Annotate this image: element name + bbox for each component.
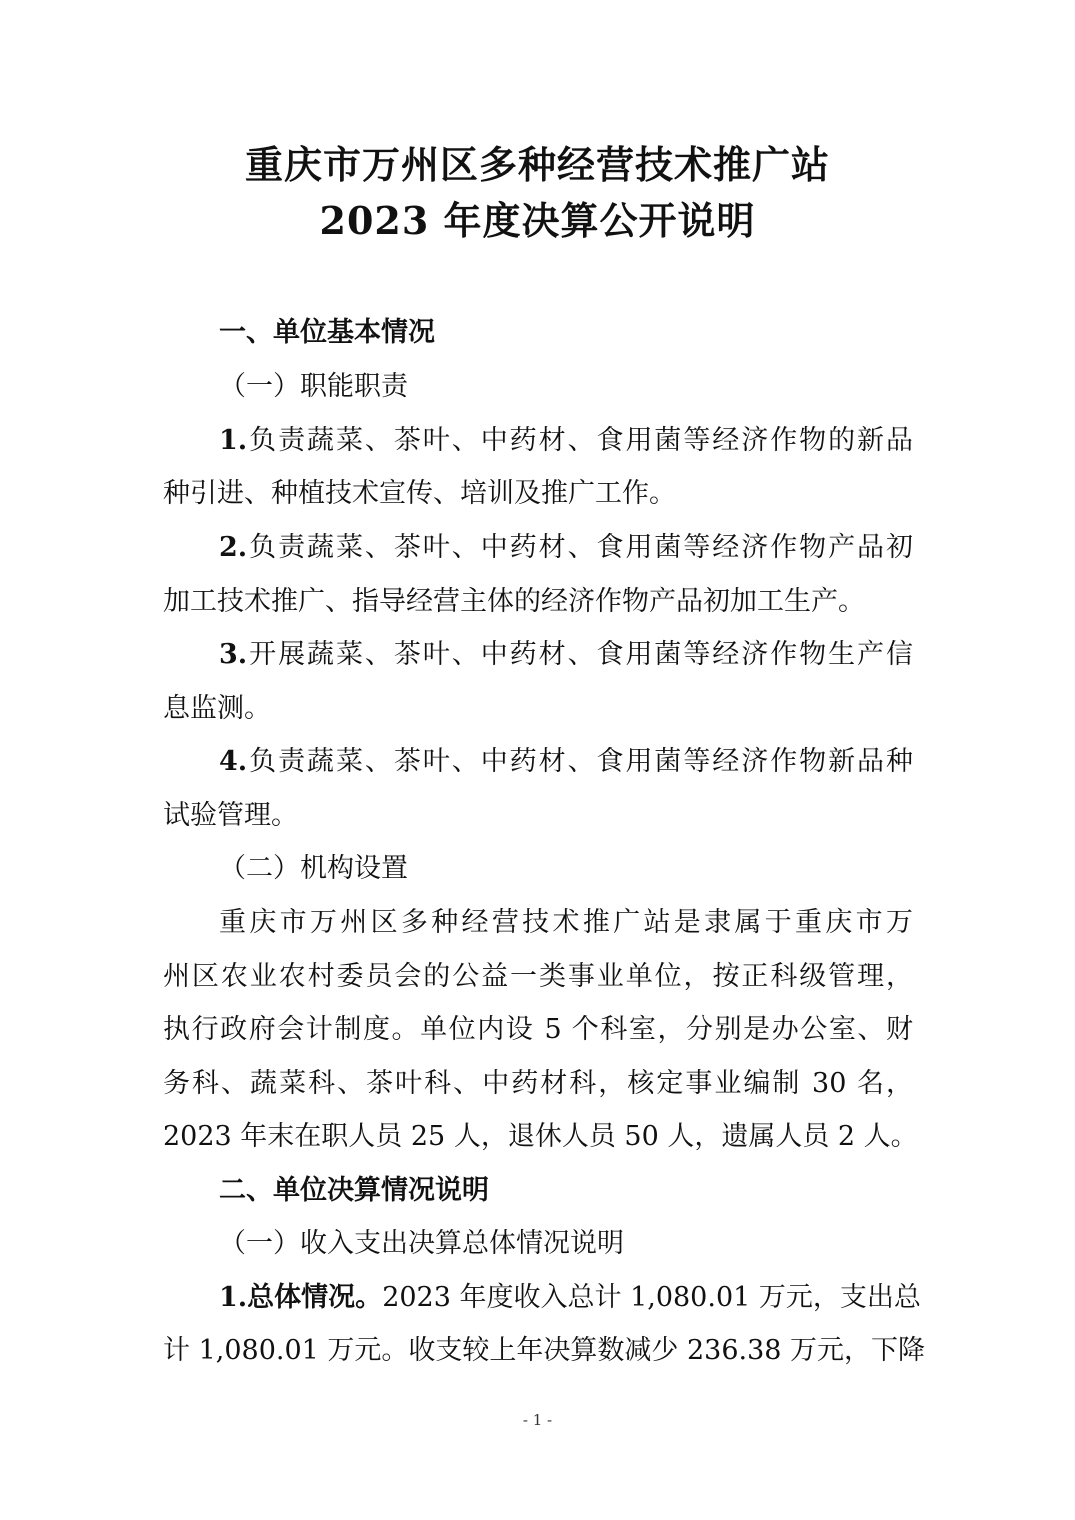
- item2-line2: 加工技术推广、指导经营主体的经济作物产品初加工生产。: [163, 586, 865, 617]
- overall-line1: [219, 1278, 921, 1318]
- section1-sub1-heading: （一）职能职责: [219, 371, 408, 402]
- item2-line1: [219, 528, 913, 568]
- item1-number: 1.: [219, 425, 248, 456]
- item4-line1: [219, 742, 913, 782]
- item3-line2: 息监测。: [163, 693, 271, 724]
- section1-sub2-heading: （二）机构设置: [219, 853, 408, 884]
- item3-number: 3.: [219, 639, 248, 670]
- item2-number: 2.: [219, 532, 248, 563]
- overall-label: 1.总体情况。: [219, 1282, 383, 1313]
- item3-text: 开展蔬菜、茶叶、中药材、食用菌等经济作物生产信: [247, 639, 913, 670]
- item2-text: 负责蔬菜、茶叶、中药材、食用菌等经济作物产品初: [247, 532, 913, 563]
- section2-heading: 二、单位决算情况说明: [219, 1175, 489, 1206]
- org-paragraph-line: 2023 年末在职人员 25 人，退休人员 50 人，遗属人员 2 人。: [163, 1121, 918, 1152]
- org-paragraph-line: 州区农业农村委员会的公益一类事业单位，按正科级管理，: [163, 961, 913, 992]
- item1-line1: [219, 421, 913, 461]
- org-paragraph-line: 重庆市万州区多种经营技术推广站是隶属于重庆市万: [219, 907, 913, 938]
- item4-line2: 试验管理。: [163, 800, 298, 831]
- org-paragraph-line: 执行政府会计制度。单位内设 5 个科室，分别是办公室、财: [163, 1014, 913, 1045]
- overall-line2: 计 1,080.01 万元。收支较上年决算数减少 236.38 万元，下降: [163, 1335, 926, 1366]
- document-title-line1: 重庆市万州区多种经营技术推广站: [244, 142, 830, 187]
- item3-line1: [219, 635, 913, 675]
- item1-line2: 种引进、种植技术宣传、培训及推广工作。: [163, 478, 676, 509]
- item1-text: 负责蔬菜、茶叶、中药材、食用菌等经济作物的新品: [247, 425, 913, 456]
- document-title-line2: 2023 年度决算公开说明: [319, 198, 756, 243]
- item4-text: 负责蔬菜、茶叶、中药材、食用菌等经济作物新品种: [247, 746, 913, 777]
- org-paragraph-line: 务科、蔬菜科、茶叶科、中药材科，核定事业编制 30 名，: [163, 1068, 913, 1099]
- section1-heading: 一、单位基本情况: [219, 317, 435, 348]
- page-number: - 1 -: [522, 1411, 553, 1429]
- item4-number: 4.: [219, 746, 248, 777]
- section2-sub1-heading: （一）收入支出决算总体情况说明: [219, 1228, 624, 1259]
- overall-text: 2023 年度收入总计 1,080.01 万元，支出总: [382, 1282, 921, 1313]
